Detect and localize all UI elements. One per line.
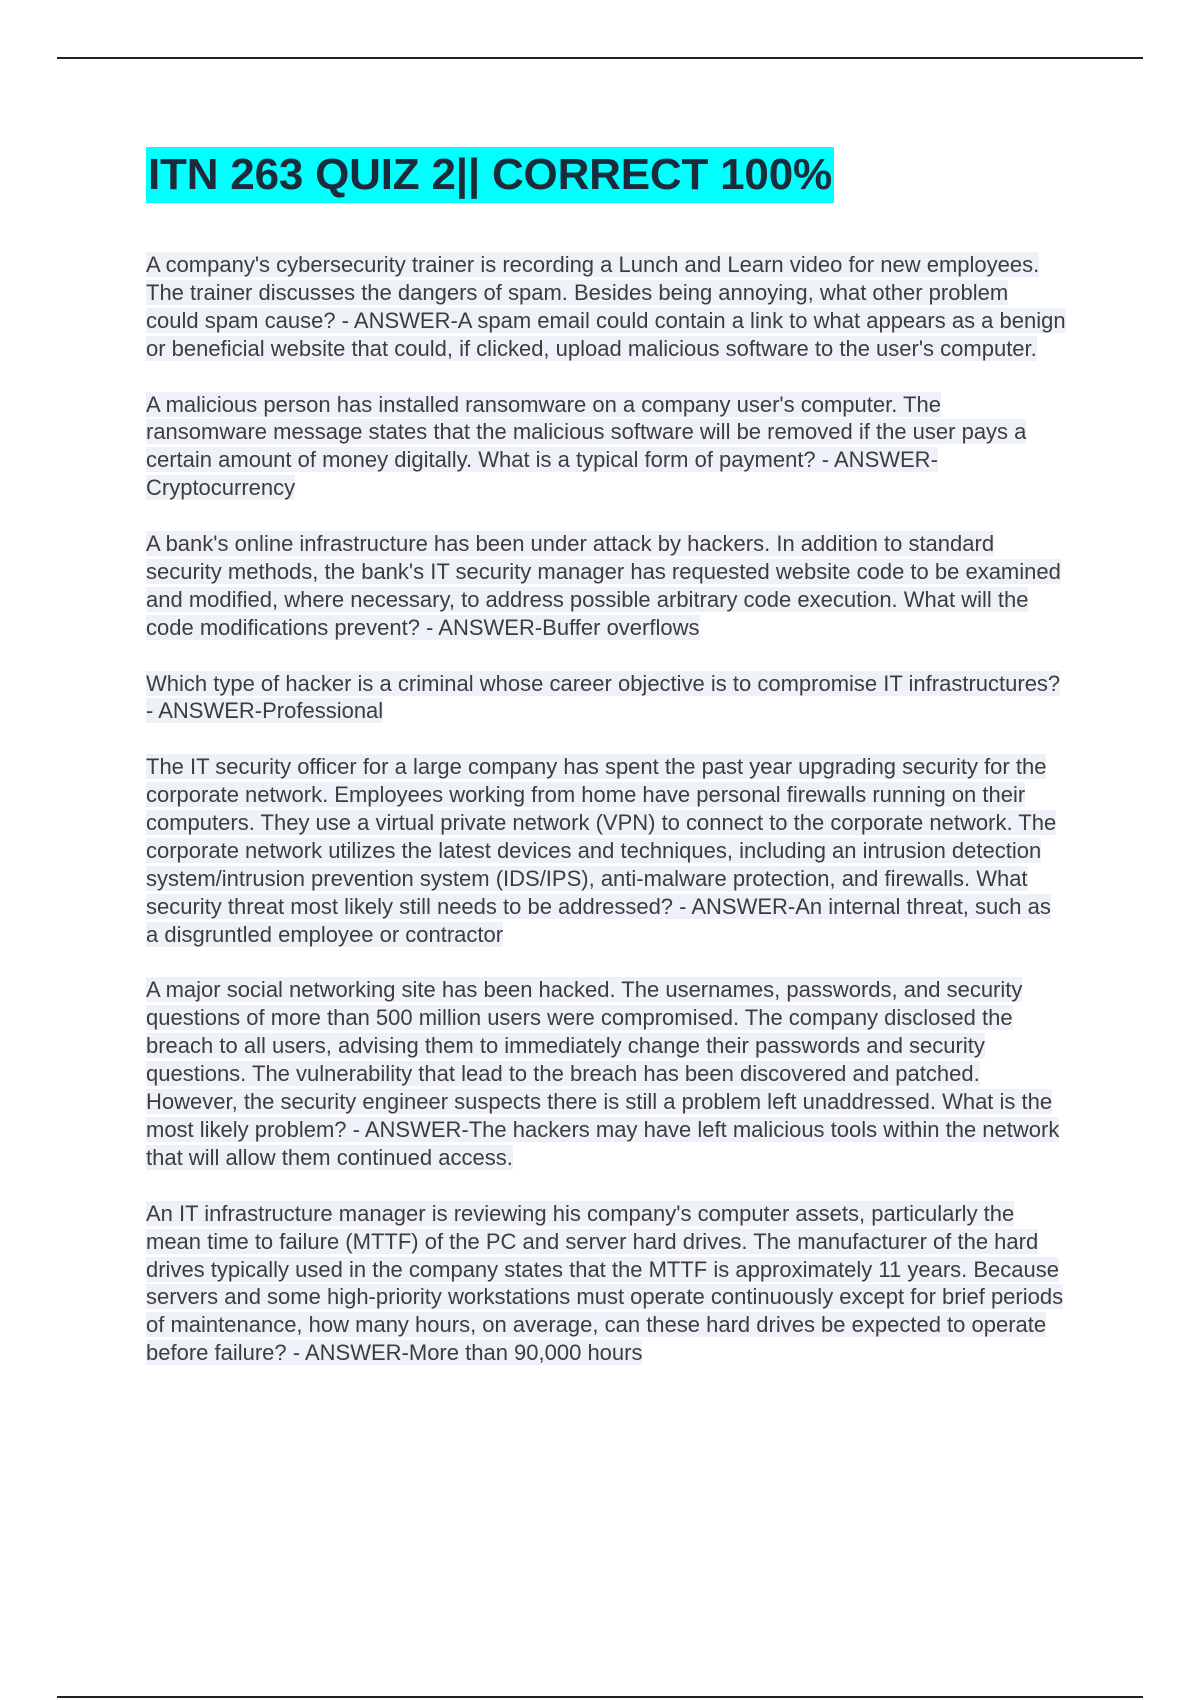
qa-item [146,251,1066,363]
document-body [146,147,1066,1395]
qa-text: Which type of hacker is a criminal whose career objective is to compromise IT infrastructures? - ANSWER-Professional [146,670,1061,724]
qa-item [146,1200,1066,1367]
qa-item [146,391,1066,503]
qa-text: The IT security officer for a large company has spent the past year upgrading security for the corporate network. Employees working from home have personal firewalls running on their computers. They use a virtual private network (VPN) to connect to the corporate network. The corporate network utilizes the latest devices and techniques, including an intrusion detection system/intrusion prevention system (IDS/IPS), anti-malware protection, and firewalls. What security threat most likely still needs to be addressed? - ANSWER-An internal threat, such as a disgruntled employee or contractor [146,754,1057,947]
qa-list [146,251,1066,1367]
qa-text: A bank's online infrastructure has been under attack by hackers. In addition to standard security methods, the bank's IT security manager has requested website code to be examined and modified, where necessary, to address possible arbitrary code execution. What will the code modifications prevent? - ANSWER-Buffer overflows [146,531,1061,640]
page-bottom-rule [57,1696,1143,1698]
page-top-rule [57,57,1143,59]
qa-item [146,530,1066,642]
qa-item [146,670,1066,726]
qa-text: A major social networking site has been hacked. The usernames, passwords, and security questions of more than 500 million users were compromised. The company disclosed the breach to all users, advising them to immediately change their passwords and security questions. The vulnerability that lead to the breach has been discovered and patched. However, the security engineer suspects there is still a problem left unaddressed. What is the most likely problem? - ANSWER-The hackers may have left malicious tools within the network that will allow them continued access. [146,977,1060,1170]
qa-text: A company's cybersecurity trainer is recording a Lunch and Learn video for new employees. The trainer discusses the dangers of spam. Besides being annoying, what other problem could spam cause? - ANSWER-A spam email could contain a link to what appears as a benign or beneficial website that could, if clicked, upload malicious software to the user's computer. [146,252,1066,361]
document-title: ITN 263 QUIZ 2|| CORRECT 100% [146,147,834,203]
qa-text: An IT infrastructure manager is reviewing his company's computer assets, particularly the mean time to failure (MTTF) of the PC and server hard drives. The manufacturer of the hard drives typically used in the company states that the MTTF is approximately 11 years. Because servers and some high-priority workstations must operate continuously except for brief periods of maintenance, how many hours, on average, can these hard drives be expected to operate before failure? - ANSWER-More than 90,000 hours [146,1200,1064,1366]
qa-item [146,976,1066,1171]
qa-text: A malicious person has installed ransomware on a company user's computer. The ransomware message states that the malicious software will be removed if the user pays a certain amount of money digitally. What is a typical form of payment? - ANSWER-Cryptocurrency [146,391,1027,501]
qa-item [146,753,1066,948]
